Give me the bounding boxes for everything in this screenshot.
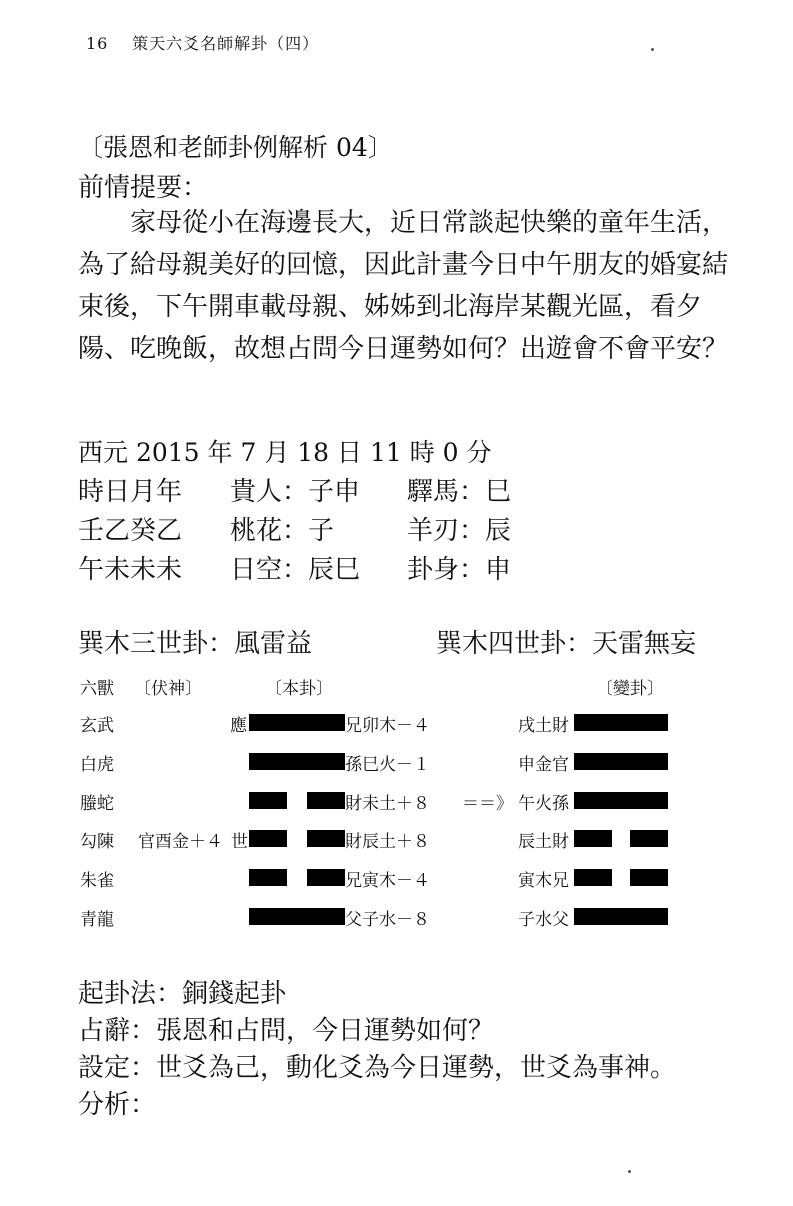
changed-line-bar <box>574 753 668 770</box>
main-line-label: 孫巳火－１ <box>345 755 430 775</box>
moving-line-arrow: ＝＝》 <box>462 794 513 814</box>
changed-line-bar <box>574 830 612 847</box>
line-position-marker: 應 <box>230 716 247 736</box>
preface-paragraph: 家母從小在海邊長大，近日常談起快樂的童年生活，為了給母親美好的回憶，因此計畫今日中午朋友的婚宴結束後，下午開車載母親、姊姊到北海岸某觀光區，看夕陽、吃晚飯，故想占問今日運勢如何？出遊會不會平安？ <box>78 208 729 364</box>
info-c1: 時日月年 <box>78 477 183 507</box>
main-line-bar <box>307 869 345 886</box>
main-line-label: 財辰土＋８ <box>345 832 430 852</box>
info-c3: 驛馬：巳 <box>407 477 512 507</box>
changed-line-bar <box>574 869 612 886</box>
beast-label: 玄武 <box>80 716 114 736</box>
info-c2: 貴人：子申 <box>230 477 361 507</box>
changed-line-label: 戌土財 <box>518 716 569 736</box>
changed-line-label: 寅木兄 <box>518 871 569 891</box>
main-line-bar <box>249 792 287 809</box>
scan-speck <box>651 48 654 51</box>
info-c3: 卦身：申 <box>407 555 512 585</box>
info-c2: 桃花：子 <box>230 516 335 546</box>
main-hexagram-title: 巽木三世卦：風雷益 <box>78 629 313 659</box>
main-line-bar <box>249 830 287 847</box>
beast-label: 白虎 <box>80 755 114 775</box>
main-line-label: 財未土＋８ <box>345 794 430 814</box>
changed-line-bar <box>630 869 668 886</box>
changed-line-bar <box>574 714 668 731</box>
changed-line-label: 辰土財 <box>518 832 569 852</box>
main-line-bar <box>249 908 345 925</box>
beast-label: 勾陳 <box>80 832 114 852</box>
main-line-bar <box>249 714 345 731</box>
changed-col-label: 〔變卦〕 <box>596 679 664 699</box>
beasts-col-label: 六獸 <box>80 679 114 699</box>
running-header <box>86 31 319 54</box>
changed-line-label: 申金官 <box>518 755 569 775</box>
main-line-bar <box>307 792 345 809</box>
changed-line-bar <box>574 792 668 809</box>
setting-line: 設定：世爻為己，動化爻為今日運勢，世爻為事神。 <box>78 1053 677 1083</box>
analysis-label: 分析： <box>78 1090 157 1120</box>
main-line-bar <box>249 753 345 770</box>
book-title: 策天六爻名師解卦（四） <box>132 34 320 53</box>
info-c2: 日空：辰巳 <box>230 555 361 585</box>
beast-label: 螣蛇 <box>80 794 114 814</box>
beast-label: 青龍 <box>80 910 114 930</box>
changed-line-bar <box>574 908 668 925</box>
question-line: 占辭：張恩和占問，今日運勢如何？ <box>78 1016 495 1046</box>
changed-line-label: 子水父 <box>518 910 569 930</box>
main-line-label: 兄卯木－４ <box>345 716 430 736</box>
main-line-label: 兄寅木－４ <box>345 871 430 891</box>
section-title: 〔張恩和老師卦例解析 04〕 <box>78 133 393 162</box>
preface-label: 前情提要： <box>78 173 209 203</box>
hidden-spirit: 官酉金＋４ <box>138 832 223 852</box>
main-line-bar <box>249 869 287 886</box>
info-c1: 午未未未 <box>78 555 183 585</box>
line-position-marker: 世 <box>231 832 248 852</box>
beast-label: 朱雀 <box>80 871 114 891</box>
info-c3: 羊刃：辰 <box>407 516 512 546</box>
changed-hexagram-title: 巽木四世卦：天雷無妄 <box>436 629 697 659</box>
method-line: 起卦法：銅錢起卦 <box>78 979 287 1009</box>
info-c1: 壬乙癸乙 <box>78 516 183 546</box>
scan-speck <box>628 1170 631 1173</box>
changed-line-bar <box>630 830 668 847</box>
date-line: 西元 2015 年 7 月 18 日 11 時 0 分 <box>78 438 492 467</box>
changed-line-label: 午火孫 <box>518 794 569 814</box>
main-line-label: 父子水－８ <box>345 910 430 930</box>
page-number: 16 <box>86 34 109 53</box>
hidden-col-label: 〔伏神〕 <box>134 679 202 699</box>
main-line-bar <box>307 830 345 847</box>
main-col-label: 〔本卦〕 <box>265 679 333 699</box>
